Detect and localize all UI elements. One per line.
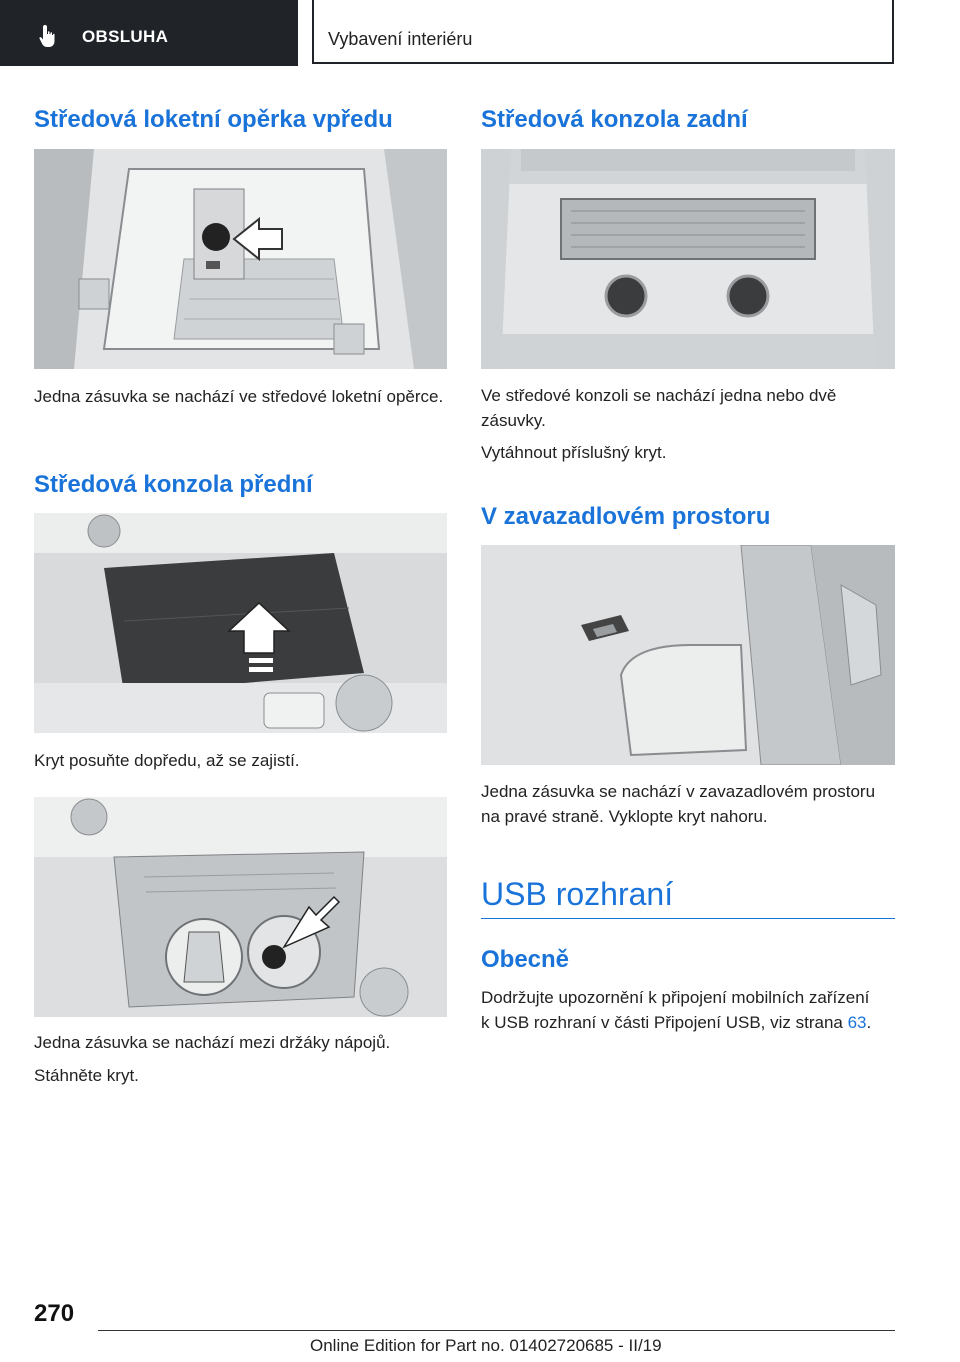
chapter-label: Vybavení interiéru bbox=[328, 29, 473, 49]
page-link-63[interactable]: 63 bbox=[847, 1013, 867, 1032]
image-trunk bbox=[481, 545, 895, 765]
heading-usb: USB rozhraní bbox=[481, 876, 674, 912]
footer-rule bbox=[98, 1330, 895, 1331]
footer-edition: Online Edition for Part no. 01402720685 - II/19 bbox=[310, 1336, 662, 1355]
tab-gap bbox=[298, 0, 312, 66]
page-header bbox=[0, 0, 960, 66]
image-rear-console bbox=[481, 149, 895, 369]
text-front-armrest: Jedna zásuvka se nachází ve středové loketní opěrce. bbox=[34, 387, 444, 406]
chapter-tab bbox=[312, 0, 894, 64]
heading-front-console: Středová konzola přední bbox=[34, 471, 313, 498]
heading-rear-console: Středová konzola zadní bbox=[481, 106, 748, 133]
text-trunk: Jedna zásuvka se nachází v zavazadlovém prostoru na pravé straně. Vyklopte kryt nahoru. bbox=[481, 782, 876, 826]
text-front-console: Kryt posuňte dopředu, až se zajistí. bbox=[34, 751, 300, 770]
heading-general: Obecně bbox=[481, 946, 570, 973]
image-front-armrest bbox=[34, 149, 447, 369]
text-pull-cover: Vytáhnout příslušný kryt. bbox=[481, 443, 667, 462]
text-cupholder: Jedna zásuvka se nachází mezi držáky nápojů. bbox=[34, 1033, 391, 1052]
section-label: OBSLUHA bbox=[82, 27, 169, 46]
section-tab bbox=[0, 0, 298, 66]
text-rear-console: Ve středové konzoli se nachází jedna nebo dvě zásuvky. bbox=[481, 386, 837, 430]
heading-trunk: V zavazadlovém prostoru bbox=[481, 503, 771, 530]
heading-usb-rule bbox=[481, 918, 895, 919]
image-cupholder bbox=[34, 797, 447, 1017]
text-cover-off: Stáhněte kryt. bbox=[34, 1066, 139, 1085]
text-general-end: . bbox=[866, 1013, 872, 1032]
heading-front-armrest: Středová loketní opěrka vpředu bbox=[34, 106, 393, 133]
text-general-body: Dodržujte upozornění k připojení mobilních zařízení k USB rozhraní v části Připojení USB, viz strana bbox=[481, 988, 870, 1032]
text-general bbox=[481, 985, 873, 1035]
page-number: 270 bbox=[34, 1300, 75, 1327]
image-front-console bbox=[34, 513, 447, 733]
hand-pointer-icon bbox=[36, 23, 62, 49]
